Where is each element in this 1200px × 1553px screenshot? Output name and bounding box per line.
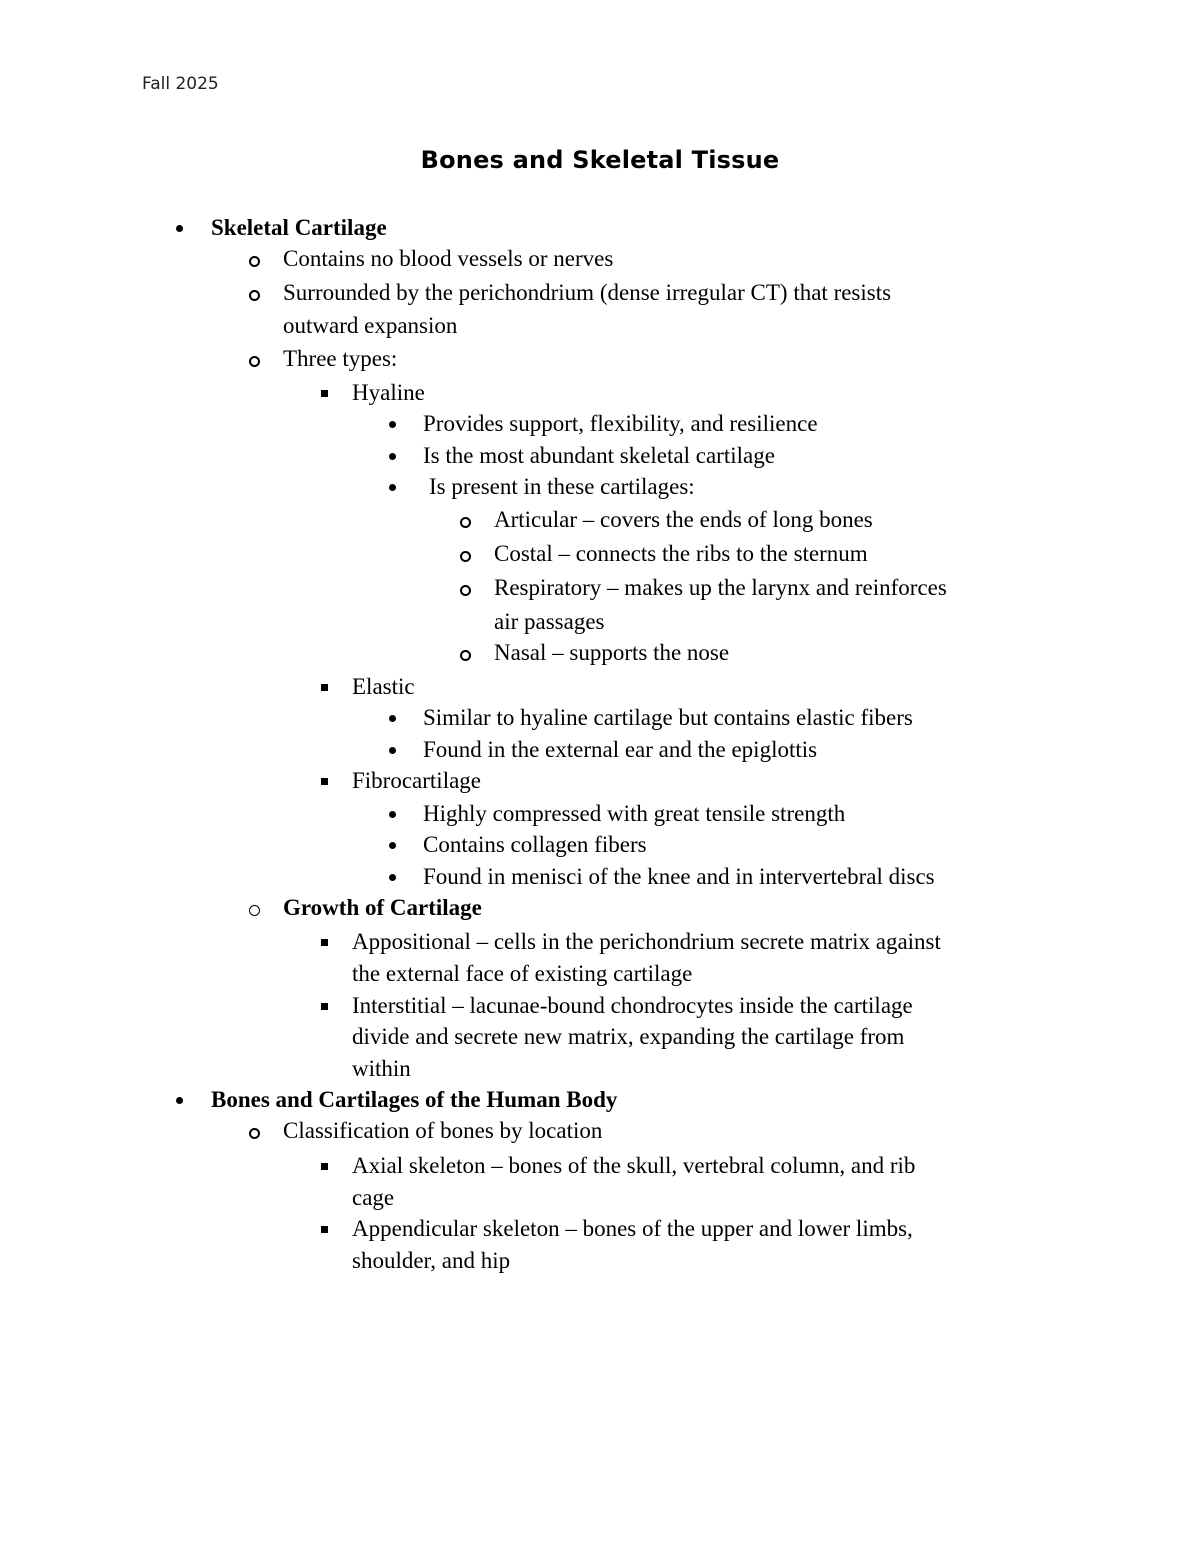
bullet-icon [389, 811, 396, 818]
list-item: Provides support, flexibility, and resilience [423, 411, 818, 436]
circle-bullet-icon [249, 905, 260, 916]
list-item: Articular – covers the ends of long bones [494, 507, 873, 532]
list-item: divide and secrete new matrix, expanding the cartilage from [352, 1024, 905, 1049]
list-item: Highly compressed with great tensile strength [423, 801, 846, 826]
list-item: within [352, 1056, 411, 1081]
list-item: Surrounded by the perichondrium (dense irregular CT) that resists [283, 280, 892, 305]
list-item: Growth of Cartilage [283, 895, 482, 920]
square-bullet-icon [321, 778, 328, 785]
list-item: Bones and Cartilages of the Human Body [211, 1087, 618, 1112]
list-item: Found in menisci of the knee and in intervertebral discs [423, 864, 935, 889]
list-item: Contains no blood vessels or nerves [283, 246, 614, 271]
list-item: Hyaline [352, 380, 425, 405]
circle-bullet-icon [249, 1128, 260, 1139]
document-title: Bones and Skeletal Tissue [420, 146, 780, 174]
list-item: cage [352, 1185, 395, 1210]
list-item: Is present in these cartilages: [429, 474, 695, 499]
circle-bullet-icon [249, 356, 260, 367]
bullet-icon [389, 842, 396, 849]
list-item: Classification of bones by location [283, 1118, 603, 1143]
list-item: Costal – connects the ribs to the sternum [494, 541, 868, 566]
circle-bullet-icon [460, 585, 471, 596]
list-item: Nasal – supports the nose [494, 640, 730, 665]
circle-bullet-icon [460, 650, 471, 661]
list-item: Fibrocartilage [352, 768, 482, 793]
square-bullet-icon [321, 1003, 328, 1010]
list-item: the external face of existing cartilage [352, 961, 693, 986]
circle-bullet-icon [249, 256, 260, 267]
list-item: Contains collagen fibers [423, 832, 647, 857]
bullet-icon [389, 874, 396, 881]
list-item: Found in the external ear and the epiglottis [423, 737, 818, 762]
bullet-icon [176, 1097, 183, 1104]
square-bullet-icon [321, 390, 328, 397]
circle-bullet-icon [249, 290, 260, 301]
list-item: Respiratory – makes up the larynx and reinforces [494, 575, 947, 600]
list-item: Similar to hyaline cartilage but contains elastic fibers [423, 705, 913, 730]
circle-bullet-icon [460, 517, 471, 528]
list-item: Interstitial – lacunae-bound chondrocytes inside the cartilage [352, 993, 913, 1018]
list-item: Axial skeleton – bones of the skull, vertebral column, and rib [352, 1153, 916, 1178]
square-bullet-icon [321, 1226, 328, 1233]
list-item: Appendicular skeleton – bones of the upper and lower limbs, [352, 1216, 913, 1241]
bullet-icon [389, 484, 396, 491]
list-item: Skeletal Cartilage [211, 215, 387, 240]
list-item: outward expansion [283, 313, 458, 338]
list-item: Elastic [352, 674, 415, 699]
circle-bullet-icon [460, 551, 471, 562]
list-item: Appositional – cells in the perichondrium secrete matrix against [352, 929, 941, 954]
square-bullet-icon [321, 1163, 328, 1170]
bullet-icon [389, 715, 396, 722]
list-item: shoulder, and hip [352, 1248, 511, 1273]
list-item: air passages [494, 609, 605, 634]
list-item: Is the most abundant skeletal cartilage [423, 443, 775, 468]
page-header: Fall 2025 [142, 74, 219, 94]
square-bullet-icon [321, 684, 328, 691]
bullet-icon [389, 453, 396, 460]
square-bullet-icon [321, 939, 328, 946]
bullet-icon [389, 747, 396, 754]
bullet-icon [176, 225, 183, 232]
list-item: Three types: [283, 346, 398, 371]
bullet-icon [389, 421, 396, 428]
